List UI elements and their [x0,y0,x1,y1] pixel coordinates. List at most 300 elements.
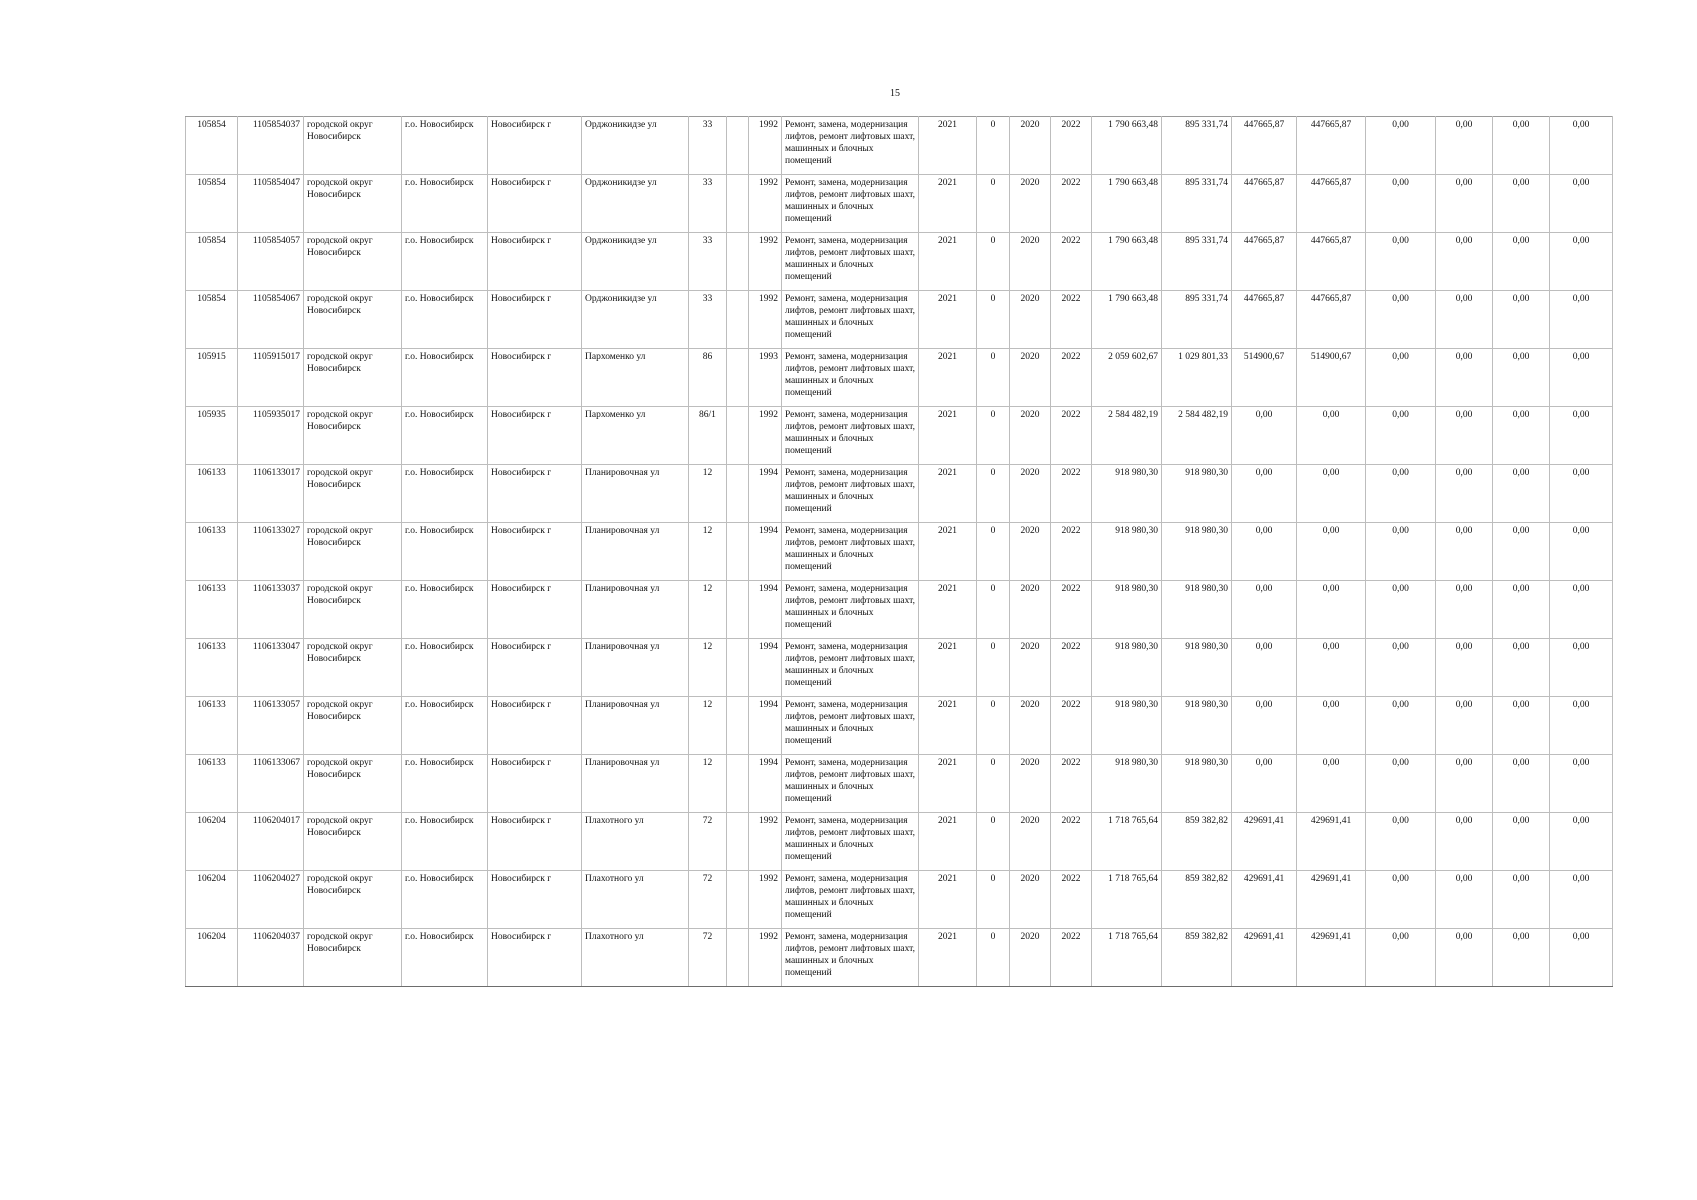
cell-cost-fund: 918 980,30 [1162,523,1232,581]
cell-plan-year: 2021 [919,523,977,581]
table-row [186,291,1613,349]
cell-build-year: 1992 [749,117,782,175]
cell-plan-year: 2021 [919,929,977,987]
cell-flag: 0 [977,175,1010,233]
table-row [186,929,1613,987]
cell-amount-2: 0,00 [1436,639,1493,697]
cell-plan-year: 2021 [919,871,977,929]
cell-object-id: 105854 [186,291,238,349]
cell-amount-1: 0,00 [1366,697,1436,755]
cell-end-year: 2022 [1051,697,1092,755]
cell-cost-budget-2: 447665,87 [1297,233,1366,291]
cell-house-number: 33 [689,233,727,291]
cell-start-year: 2020 [1010,813,1051,871]
cell-municipal-district: г.о. Новосибирск [402,175,488,233]
cell-settlement: Новосибирск г [488,175,582,233]
cell-amount-2: 0,00 [1436,407,1493,465]
cell-municipal-district: г.о. Новосибирск [402,407,488,465]
cell-amount-3: 0,00 [1493,233,1550,291]
cell-work-type: Ремонт, замена, модернизация лифтов, ремонт лифтовых шахт, машинных и блочных помещений [782,465,919,523]
cell-build-year: 1992 [749,813,782,871]
cell-amount-3: 0,00 [1493,581,1550,639]
cell-amount-1: 0,00 [1366,233,1436,291]
cell-amount-1: 0,00 [1366,581,1436,639]
cell-amount-3: 0,00 [1493,523,1550,581]
cell-object-id: 105935 [186,407,238,465]
cell-object-id: 106133 [186,581,238,639]
cell-amount-3: 0,00 [1493,929,1550,987]
cell-element-id: 1105854037 [238,117,304,175]
cell-work-type: Ремонт, замена, модернизация лифтов, ремонт лифтовых шахт, машинных и блочных помещений [782,639,919,697]
cell-cost-budget-2: 0,00 [1297,755,1366,813]
cell-municipal-district: г.о. Новосибирск [402,581,488,639]
cell-municipality: городской округ Новосибирск [304,233,402,291]
cell-street: Орджоникидзе ул [582,175,689,233]
cell-amount-4: 0,00 [1550,175,1613,233]
cell-start-year: 2020 [1010,581,1051,639]
cell-housing [727,871,749,929]
cell-street: Орджоникидзе ул [582,291,689,349]
cell-object-id: 106133 [186,465,238,523]
cell-municipal-district: г.о. Новосибирск [402,639,488,697]
cell-plan-year: 2021 [919,465,977,523]
cell-total-cost: 2 584 482,19 [1092,407,1162,465]
cell-plan-year: 2021 [919,407,977,465]
cell-house-number: 72 [689,813,727,871]
cell-house-number: 12 [689,581,727,639]
cell-plan-year: 2021 [919,233,977,291]
table-row [186,639,1613,697]
cell-amount-1: 0,00 [1366,755,1436,813]
cell-settlement: Новосибирск г [488,581,582,639]
cell-house-number: 12 [689,523,727,581]
cell-amount-3: 0,00 [1493,349,1550,407]
cell-municipality: городской округ Новосибирск [304,407,402,465]
cell-cost-fund: 859 382,82 [1162,929,1232,987]
cell-start-year: 2020 [1010,175,1051,233]
cell-plan-year: 2021 [919,291,977,349]
cell-cost-budget-2: 0,00 [1297,465,1366,523]
cell-cost-fund: 895 331,74 [1162,117,1232,175]
cell-street: Плахотного ул [582,813,689,871]
cell-cost-budget-1: 0,00 [1232,755,1297,813]
cell-start-year: 2020 [1010,465,1051,523]
page-number: 15 [890,88,900,99]
cell-element-id: 1106204037 [238,929,304,987]
cell-house-number: 12 [689,697,727,755]
cell-end-year: 2022 [1051,117,1092,175]
cell-housing [727,523,749,581]
cell-amount-2: 0,00 [1436,465,1493,523]
cell-flag: 0 [977,233,1010,291]
cell-cost-fund: 895 331,74 [1162,291,1232,349]
cell-total-cost: 918 980,30 [1092,755,1162,813]
cell-cost-fund: 859 382,82 [1162,871,1232,929]
cell-build-year: 1994 [749,523,782,581]
cell-amount-1: 0,00 [1366,291,1436,349]
cell-plan-year: 2021 [919,581,977,639]
cell-end-year: 2022 [1051,349,1092,407]
cell-municipality: городской округ Новосибирск [304,581,402,639]
cell-cost-fund: 895 331,74 [1162,233,1232,291]
cell-municipality: городской округ Новосибирск [304,175,402,233]
cell-start-year: 2020 [1010,871,1051,929]
cell-end-year: 2022 [1051,639,1092,697]
cell-amount-2: 0,00 [1436,175,1493,233]
cell-object-id: 105854 [186,233,238,291]
table-row [186,233,1613,291]
cell-cost-fund: 859 382,82 [1162,813,1232,871]
table-row [186,349,1613,407]
cell-amount-3: 0,00 [1493,175,1550,233]
cell-plan-year: 2021 [919,697,977,755]
cell-municipal-district: г.о. Новосибирск [402,755,488,813]
cell-amount-4: 0,00 [1550,697,1613,755]
cell-municipal-district: г.о. Новосибирск [402,291,488,349]
cell-amount-1: 0,00 [1366,929,1436,987]
capital-repair-table [185,116,1613,987]
cell-element-id: 1105935017 [238,407,304,465]
cell-cost-budget-2: 0,00 [1297,581,1366,639]
table-row [186,407,1613,465]
cell-house-number: 33 [689,117,727,175]
cell-start-year: 2020 [1010,117,1051,175]
cell-start-year: 2020 [1010,407,1051,465]
cell-total-cost: 1 718 765,64 [1092,871,1162,929]
cell-amount-2: 0,00 [1436,117,1493,175]
cell-settlement: Новосибирск г [488,813,582,871]
table-row [186,175,1613,233]
cell-settlement: Новосибирск г [488,349,582,407]
cell-plan-year: 2021 [919,117,977,175]
cell-plan-year: 2021 [919,755,977,813]
cell-settlement: Новосибирск г [488,697,582,755]
cell-flag: 0 [977,349,1010,407]
cell-cost-budget-1: 0,00 [1232,523,1297,581]
cell-cost-fund: 918 980,30 [1162,581,1232,639]
cell-build-year: 1992 [749,233,782,291]
cell-amount-3: 0,00 [1493,871,1550,929]
cell-municipal-district: г.о. Новосибирск [402,349,488,407]
cell-cost-budget-2: 0,00 [1297,523,1366,581]
cell-element-id: 1105854047 [238,175,304,233]
cell-build-year: 1994 [749,639,782,697]
cell-municipal-district: г.о. Новосибирск [402,813,488,871]
cell-housing [727,581,749,639]
cell-flag: 0 [977,523,1010,581]
cell-flag: 0 [977,407,1010,465]
cell-flag: 0 [977,117,1010,175]
cell-cost-budget-1: 429691,41 [1232,929,1297,987]
cell-house-number: 72 [689,871,727,929]
cell-end-year: 2022 [1051,233,1092,291]
cell-end-year: 2022 [1051,407,1092,465]
cell-house-number: 12 [689,639,727,697]
cell-plan-year: 2021 [919,813,977,871]
cell-cost-fund: 2 584 482,19 [1162,407,1232,465]
cell-amount-4: 0,00 [1550,871,1613,929]
cell-housing [727,465,749,523]
cell-municipality: городской округ Новосибирск [304,349,402,407]
cell-total-cost: 918 980,30 [1092,465,1162,523]
cell-housing [727,349,749,407]
cell-cost-budget-1: 514900,67 [1232,349,1297,407]
cell-total-cost: 2 059 602,67 [1092,349,1162,407]
cell-amount-1: 0,00 [1366,465,1436,523]
cell-settlement: Новосибирск г [488,407,582,465]
cell-build-year: 1993 [749,349,782,407]
cell-settlement: Новосибирск г [488,233,582,291]
cell-element-id: 1106133027 [238,523,304,581]
table-row [186,523,1613,581]
cell-housing [727,813,749,871]
cell-amount-2: 0,00 [1436,697,1493,755]
cell-cost-budget-1: 429691,41 [1232,813,1297,871]
cell-work-type: Ремонт, замена, модернизация лифтов, ремонт лифтовых шахт, машинных и блочных помещений [782,175,919,233]
cell-cost-fund: 918 980,30 [1162,755,1232,813]
cell-total-cost: 1 790 663,48 [1092,291,1162,349]
cell-housing [727,407,749,465]
cell-work-type: Ремонт, замена, модернизация лифтов, ремонт лифтовых шахт, машинных и блочных помещений [782,755,919,813]
cell-street: Орджоникидзе ул [582,117,689,175]
table-row [186,813,1613,871]
cell-cost-budget-2: 429691,41 [1297,871,1366,929]
cell-municipal-district: г.о. Новосибирск [402,697,488,755]
cell-amount-2: 0,00 [1436,871,1493,929]
cell-amount-1: 0,00 [1366,175,1436,233]
cell-object-id: 106133 [186,755,238,813]
cell-street: Планировочная ул [582,755,689,813]
cell-plan-year: 2021 [919,349,977,407]
cell-house-number: 72 [689,929,727,987]
cell-municipality: городской округ Новосибирск [304,697,402,755]
cell-flag: 0 [977,291,1010,349]
cell-settlement: Новосибирск г [488,523,582,581]
cell-municipal-district: г.о. Новосибирск [402,523,488,581]
cell-flag: 0 [977,639,1010,697]
cell-cost-fund: 1 029 801,33 [1162,349,1232,407]
cell-municipality: городской округ Новосибирск [304,465,402,523]
cell-cost-budget-1: 447665,87 [1232,117,1297,175]
cell-settlement: Новосибирск г [488,291,582,349]
cell-amount-3: 0,00 [1493,465,1550,523]
cell-street: Плахотного ул [582,871,689,929]
cell-cost-budget-2: 0,00 [1297,697,1366,755]
cell-element-id: 1106204017 [238,813,304,871]
cell-build-year: 1994 [749,581,782,639]
cell-settlement: Новосибирск г [488,871,582,929]
cell-start-year: 2020 [1010,697,1051,755]
cell-object-id: 106204 [186,871,238,929]
cell-object-id: 106133 [186,639,238,697]
cell-municipality: городской округ Новосибирск [304,929,402,987]
cell-cost-budget-2: 447665,87 [1297,175,1366,233]
cell-element-id: 1106133057 [238,697,304,755]
cell-end-year: 2022 [1051,465,1092,523]
cell-amount-4: 0,00 [1550,465,1613,523]
cell-street: Планировочная ул [582,581,689,639]
cell-municipal-district: г.о. Новосибирск [402,233,488,291]
cell-object-id: 106133 [186,697,238,755]
cell-cost-fund: 895 331,74 [1162,175,1232,233]
cell-house-number: 33 [689,175,727,233]
cell-cost-budget-1: 447665,87 [1232,291,1297,349]
cell-cost-fund: 918 980,30 [1162,465,1232,523]
cell-street: Пархоменко ул [582,349,689,407]
cell-municipality: городской округ Новосибирск [304,755,402,813]
cell-amount-3: 0,00 [1493,697,1550,755]
cell-amount-4: 0,00 [1550,813,1613,871]
cell-amount-2: 0,00 [1436,349,1493,407]
cell-flag: 0 [977,697,1010,755]
cell-municipality: городской округ Новосибирск [304,871,402,929]
cell-element-id: 1106133017 [238,465,304,523]
cell-amount-4: 0,00 [1550,929,1613,987]
cell-housing [727,697,749,755]
cell-element-id: 1106133037 [238,581,304,639]
cell-municipality: городской округ Новосибирск [304,639,402,697]
cell-total-cost: 1 790 663,48 [1092,117,1162,175]
cell-amount-4: 0,00 [1550,755,1613,813]
cell-flag: 0 [977,755,1010,813]
cell-total-cost: 1 718 765,64 [1092,929,1162,987]
cell-work-type: Ремонт, замена, модернизация лифтов, ремонт лифтовых шахт, машинных и блочных помещений [782,291,919,349]
cell-object-id: 105854 [186,175,238,233]
cell-plan-year: 2021 [919,175,977,233]
cell-element-id: 1106133067 [238,755,304,813]
cell-object-id: 106133 [186,523,238,581]
cell-element-id: 1105854057 [238,233,304,291]
cell-amount-1: 0,00 [1366,639,1436,697]
cell-house-number: 86 [689,349,727,407]
cell-total-cost: 1 790 663,48 [1092,175,1162,233]
cell-amount-1: 0,00 [1366,349,1436,407]
cell-amount-1: 0,00 [1366,407,1436,465]
cell-element-id: 1106133047 [238,639,304,697]
cell-amount-2: 0,00 [1436,523,1493,581]
cell-start-year: 2020 [1010,929,1051,987]
cell-cost-budget-2: 447665,87 [1297,117,1366,175]
cell-element-id: 1105915017 [238,349,304,407]
cell-work-type: Ремонт, замена, модернизация лифтов, ремонт лифтовых шахт, машинных и блочных помещений [782,407,919,465]
cell-street: Плахотного ул [582,929,689,987]
cell-amount-4: 0,00 [1550,581,1613,639]
cell-cost-budget-2: 0,00 [1297,407,1366,465]
cell-flag: 0 [977,581,1010,639]
cell-amount-1: 0,00 [1366,117,1436,175]
cell-amount-2: 0,00 [1436,581,1493,639]
cell-total-cost: 1 718 765,64 [1092,813,1162,871]
cell-cost-budget-2: 514900,67 [1297,349,1366,407]
cell-cost-fund: 918 980,30 [1162,639,1232,697]
cell-build-year: 1992 [749,407,782,465]
cell-municipality: городской округ Новосибирск [304,117,402,175]
cell-work-type: Ремонт, замена, модернизация лифтов, ремонт лифтовых шахт, машинных и блочных помещений [782,523,919,581]
cell-work-type: Ремонт, замена, модернизация лифтов, ремонт лифтовых шахт, машинных и блочных помещений [782,349,919,407]
cell-amount-3: 0,00 [1493,291,1550,349]
cell-housing [727,929,749,987]
cell-build-year: 1994 [749,755,782,813]
table-row [186,755,1613,813]
cell-housing [727,117,749,175]
cell-total-cost: 918 980,30 [1092,697,1162,755]
cell-street: Пархоменко ул [582,407,689,465]
cell-amount-3: 0,00 [1493,813,1550,871]
cell-amount-2: 0,00 [1436,813,1493,871]
table-body [186,117,1613,987]
table-row [186,581,1613,639]
cell-street: Планировочная ул [582,697,689,755]
cell-amount-2: 0,00 [1436,755,1493,813]
cell-build-year: 1994 [749,697,782,755]
cell-street: Планировочная ул [582,523,689,581]
cell-start-year: 2020 [1010,349,1051,407]
cell-start-year: 2020 [1010,233,1051,291]
cell-amount-3: 0,00 [1493,117,1550,175]
cell-cost-budget-1: 447665,87 [1232,233,1297,291]
cell-end-year: 2022 [1051,929,1092,987]
cell-end-year: 2022 [1051,813,1092,871]
cell-cost-budget-2: 429691,41 [1297,929,1366,987]
cell-build-year: 1992 [749,929,782,987]
cell-element-id: 1106204027 [238,871,304,929]
cell-settlement: Новосибирск г [488,117,582,175]
cell-work-type: Ремонт, замена, модернизация лифтов, ремонт лифтовых шахт, машинных и блочных помещений [782,233,919,291]
cell-total-cost: 1 790 663,48 [1092,233,1162,291]
cell-amount-4: 0,00 [1550,349,1613,407]
cell-cost-fund: 918 980,30 [1162,697,1232,755]
cell-cost-budget-1: 0,00 [1232,465,1297,523]
cell-amount-4: 0,00 [1550,233,1613,291]
cell-amount-3: 0,00 [1493,639,1550,697]
cell-flag: 0 [977,929,1010,987]
cell-settlement: Новосибирск г [488,929,582,987]
cell-total-cost: 918 980,30 [1092,639,1162,697]
cell-amount-2: 0,00 [1436,929,1493,987]
cell-cost-budget-1: 447665,87 [1232,175,1297,233]
cell-end-year: 2022 [1051,523,1092,581]
cell-work-type: Ремонт, замена, модернизация лифтов, ремонт лифтовых шахт, машинных и блочных помещений [782,871,919,929]
cell-municipal-district: г.о. Новосибирск [402,117,488,175]
cell-housing [727,755,749,813]
cell-total-cost: 918 980,30 [1092,523,1162,581]
cell-flag: 0 [977,465,1010,523]
cell-work-type: Ремонт, замена, модернизация лифтов, ремонт лифтовых шахт, машинных и блочных помещений [782,581,919,639]
cell-start-year: 2020 [1010,755,1051,813]
cell-street: Планировочная ул [582,639,689,697]
cell-cost-budget-2: 429691,41 [1297,813,1366,871]
cell-flag: 0 [977,871,1010,929]
cell-housing [727,233,749,291]
cell-end-year: 2022 [1051,175,1092,233]
cell-flag: 0 [977,813,1010,871]
cell-municipality: городской округ Новосибирск [304,813,402,871]
cell-start-year: 2020 [1010,523,1051,581]
cell-house-number: 33 [689,291,727,349]
cell-object-id: 105854 [186,117,238,175]
cell-housing [727,175,749,233]
cell-settlement: Новосибирск г [488,465,582,523]
cell-amount-3: 0,00 [1493,407,1550,465]
cell-object-id: 105915 [186,349,238,407]
cell-element-id: 1105854067 [238,291,304,349]
table-row [186,697,1613,755]
cell-cost-budget-1: 0,00 [1232,639,1297,697]
cell-amount-4: 0,00 [1550,523,1613,581]
cell-municipality: городской округ Новосибирск [304,523,402,581]
table-row [186,117,1613,175]
cell-amount-1: 0,00 [1366,523,1436,581]
